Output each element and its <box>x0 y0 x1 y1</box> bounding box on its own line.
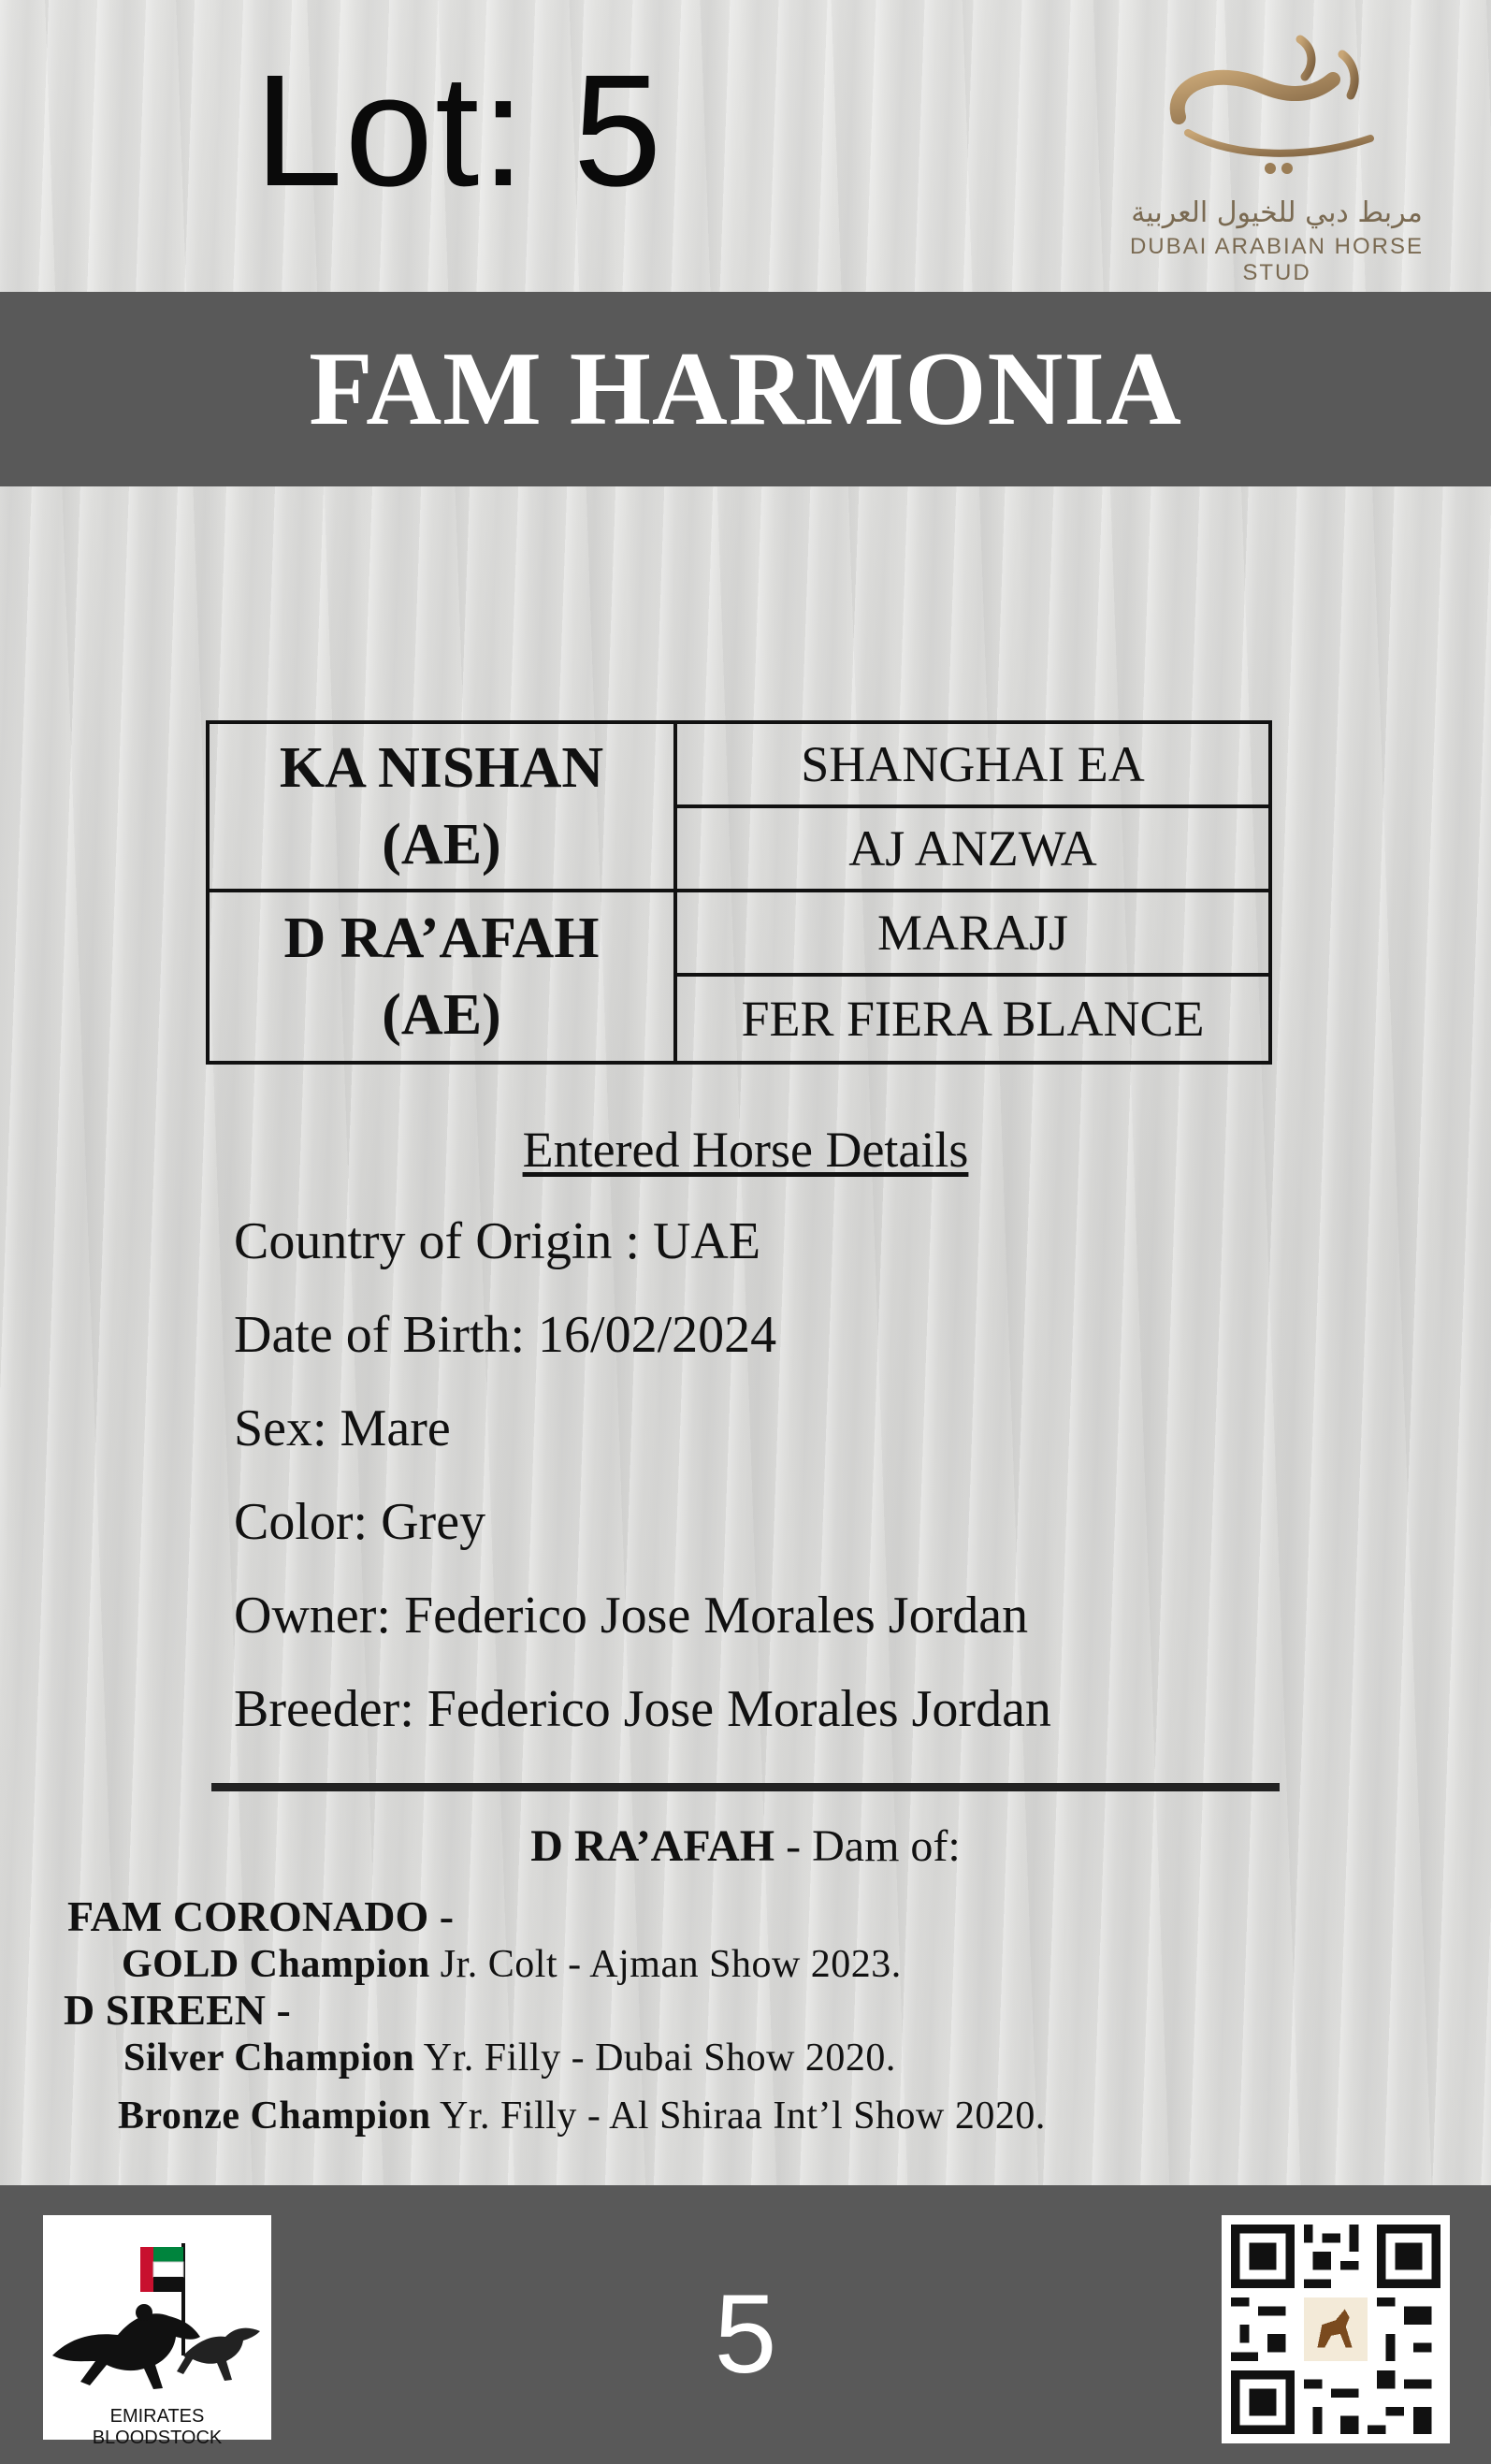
progeny-award <box>118 2094 1046 2138</box>
emirates-bloodstock-text: EMIRATES BLOODSTOCK <box>92 2406 223 2448</box>
detail-dob: Date of Birth: 16/02/2024 <box>234 1306 777 1364</box>
award-title: Bronze Champion <box>118 2094 431 2138</box>
qr-code-icon <box>1222 2215 1450 2443</box>
dam-of-suffix: - Dam of: <box>774 1821 961 1871</box>
award-detail: Yr. Filly - Dubai Show 2020. <box>414 2036 896 2080</box>
dubai-arabian-horse-stud-logo-icon <box>1151 28 1394 178</box>
detail-color: Color: Grey <box>234 1493 486 1551</box>
progeny-award <box>122 1942 902 1987</box>
pedigree-dam-dam: FER FIERA BLANCE <box>741 991 1205 1047</box>
dam-of-heading <box>0 1820 1491 1872</box>
progeny-award <box>123 2036 896 2080</box>
pedigree-sire <box>210 724 677 892</box>
pedigree-sire-dam: AJ ANZWA <box>677 808 1268 892</box>
horse-name-band <box>0 292 1491 486</box>
pedigree-sire-sire: SHANGHAI EA <box>677 724 1268 808</box>
horse-name: FAM HARMONIA <box>309 330 1182 447</box>
progeny-name: D SIREEN - <box>64 1986 291 2034</box>
dam-name: D RA’AFAH (AE) <box>283 906 600 1047</box>
footer-lot-number: 5 <box>714 2271 777 2397</box>
logo-arabic-name: مربط دبي للخيول العربية <box>1131 196 1423 229</box>
pedigree-dam <box>210 892 677 1061</box>
details-heading: Entered Horse Details <box>522 1122 969 1178</box>
dam-of-name: D RA’AFAH <box>530 1821 775 1871</box>
lot-title: Lot: 5 <box>254 42 664 220</box>
sire-name: KA NISHAN (AE) <box>279 736 604 877</box>
detail-owner: Owner: Federico Jose Morales Jordan <box>234 1587 1029 1645</box>
progeny-name: FAM CORONADO - <box>67 1892 455 1940</box>
dubai-arabian-horse-stud-logo <box>1094 28 1459 285</box>
detail-breeder: Breeder: Federico Jose Morales Jordan <box>234 1680 1051 1738</box>
pedigree-dam-sire: MARAJJ <box>677 892 1268 977</box>
section-divider <box>211 1783 1280 1791</box>
award-title: Silver Champion <box>123 2036 415 2080</box>
emirates-bloodstock-horse-racing-icon <box>43 2215 271 2402</box>
detail-country: Country of Origin : UAE <box>234 1212 761 1270</box>
award-detail: Yr. Filly - Al Shiraa Int’l Show 2020. <box>430 2094 1046 2138</box>
logo-english-name: DUBAI ARABIAN HORSE STUD <box>1129 234 1425 285</box>
emirates-bloodstock-logo <box>43 2215 271 2448</box>
award-detail: Jr. Colt - Ajman Show 2023. <box>429 1943 902 1986</box>
pedigree-table <box>206 720 1272 1065</box>
detail-sex: Sex: Mare <box>234 1399 451 1457</box>
qr-code <box>1222 2215 1450 2443</box>
award-title: GOLD Champion <box>122 1943 430 1986</box>
